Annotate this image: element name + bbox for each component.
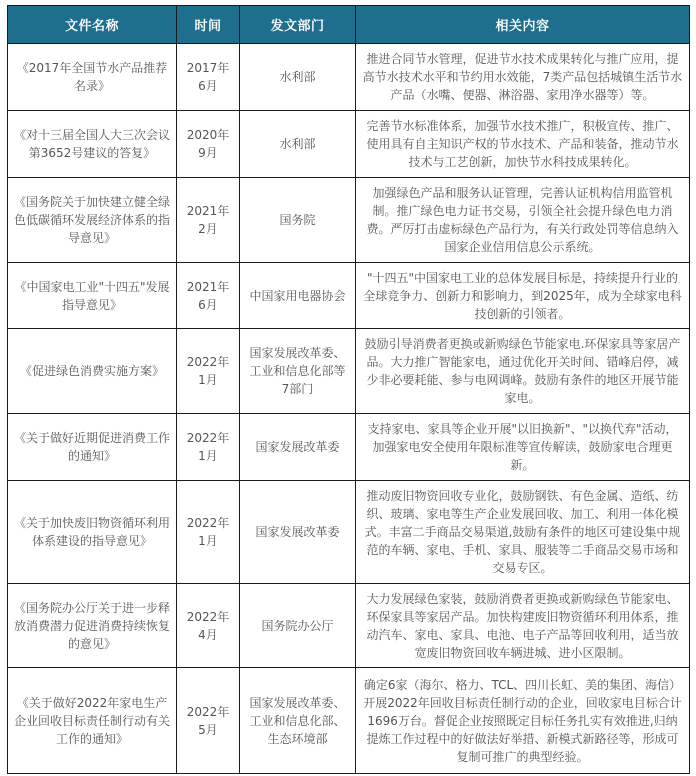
table-row xyxy=(8,481,690,584)
header-related-content: 相关内容 xyxy=(356,6,690,44)
cell-department: 国家发展改革委、工业和信息化部等7部门 xyxy=(240,329,356,414)
cell-date: 2022年1月 xyxy=(177,414,240,481)
cell-content: 推动废旧物资回收专业化，鼓励钢铁、有色金属、造纸、纺织、玻璃、家电等生产企业发展回收、加工、利用一体化模式。丰富二手商品交易渠道,鼓励有条件的地区可建设集中规范的车辆、家电、手机、家具、服装等二手商品交易市场和交易专区。 xyxy=(356,481,690,584)
table-row xyxy=(8,178,690,263)
cell-date: 2021年2月 xyxy=(177,178,240,263)
cell-content: 支持家电、家具等企业开展"以旧换新"、"以换代弃"活动，加强家电安全使用年限标准等宣传解读，鼓励家电合理更新。 xyxy=(356,414,690,481)
table-row xyxy=(8,584,690,668)
table-row xyxy=(8,414,690,481)
cell-document-name: 《促进绿色消费实施方案》 xyxy=(8,329,177,414)
cell-content: 大力发展绿色家装，鼓励消费者更换或新购绿色节能家电、环保家具等家居产品。加快构建废旧物资循环利用体系，推动汽车、家电、家具、电池、电子产品等回收利用，适当放宽废旧物资回收车辆进城、进小区限制。 xyxy=(356,584,690,668)
cell-document-name: 《国务院办公厅关于进一步释放消费潜力促进消费持续恢复的意见》 xyxy=(8,584,177,668)
table-row xyxy=(8,668,690,774)
cell-department: 水利部 xyxy=(240,44,356,111)
cell-department: 国家发展改革委 xyxy=(240,414,356,481)
cell-document-name: 《关于加快废旧物资循环利用体系建设的指导意见》 xyxy=(8,481,177,584)
cell-content: 推进合同节水管理，促进节水技术成果转化与推广应用，提高节水技术水平和节约用水效能，7类产品包括城镇生活节水产品（水嘴、便器、淋浴器、家用净水器等）等。 xyxy=(356,44,690,111)
cell-department: 国务院 xyxy=(240,178,356,263)
table-row xyxy=(8,44,690,111)
header-row xyxy=(8,6,690,44)
cell-document-name: 《国务院关于加快建立健全绿色低碳循环发展经济体系的指导意见》 xyxy=(8,178,177,263)
cell-document-name: 《2017年全国节水产品推荐名录》 xyxy=(8,44,177,111)
cell-department: 中国家用电器协会 xyxy=(240,263,356,329)
cell-content: "十四五"中国家电工业的总体发展目标是，持续提升行业的全球竞争力、创新力和影响力，到2025年，成为全球家电科技创新的引领者。 xyxy=(356,263,690,329)
cell-content: 完善节水标准体系，加强节水技术推广，积极宣传、推广、使用具有自主知识产权的节水技术、产品和装备，推动节水技术与工艺创新，加快节水科技成果转化。 xyxy=(356,111,690,178)
cell-department: 国务院办公厅 xyxy=(240,584,356,668)
table-body xyxy=(8,44,690,774)
header-document-name: 文件名称 xyxy=(8,6,177,44)
cell-department: 国家发展改革委 xyxy=(240,481,356,584)
table-header xyxy=(8,6,690,44)
policy-table xyxy=(7,5,690,774)
cell-date: 2020年9月 xyxy=(177,111,240,178)
cell-department: 水利部 xyxy=(240,111,356,178)
cell-content: 鼓励引导消费者更换或新购绿色节能家电.环保家具等家居产品。大力推广智能家电，通过优化开关时间、错峰启停，减少非必要耗能、参与电网调峰。鼓励有条件的地区开展节能家电。 xyxy=(356,329,690,414)
table-row xyxy=(8,263,690,329)
cell-document-name: 《关于做好近期促进消费工作的通知》 xyxy=(8,414,177,481)
header-issuing-department: 发文部门 xyxy=(240,6,356,44)
cell-document-name: 《关于做好2022年家电生产企业回收目标责任制行动有关工作的通知》 xyxy=(8,668,177,774)
cell-content: 确定6家（海尔、格力、TCL、四川长虹、美的集团、海信）开展2022年回收目标责任制行动的企业，回收家电目标合计1696万台。督促企业按照既定目标任务扎实有效推进,归纳提炼工作过程中的好做法好举措、新模式新路径等，形成可复制可推广的典型经验。 xyxy=(356,668,690,774)
cell-content: 加强绿色产品和服务认证管理，完善认证机构信用监管机制。推广绿色电力证书交易，引领全社会提升绿色电力消费。严厉打击虚标绿色产品行为，有关行政处罚等信息纳入国家企业信用信息公示系统。 xyxy=(356,178,690,263)
cell-document-name: 《对十三届全国人大三次会议第3652号建议的答复》 xyxy=(8,111,177,178)
cell-date: 2022年1月 xyxy=(177,481,240,584)
header-date: 时间 xyxy=(177,6,240,44)
cell-date: 2022年1月 xyxy=(177,329,240,414)
table-row xyxy=(8,329,690,414)
cell-date: 2017年6月 xyxy=(177,44,240,111)
cell-date: 2022年5月 xyxy=(177,668,240,774)
cell-date: 2022年4月 xyxy=(177,584,240,668)
cell-department: 国家发展改革委、工业和信息化部、生态环境部 xyxy=(240,668,356,774)
table-row xyxy=(8,111,690,178)
cell-document-name: 《中国家电工业"十四五"发展指导意见》 xyxy=(8,263,177,329)
cell-date: 2021年6月 xyxy=(177,263,240,329)
